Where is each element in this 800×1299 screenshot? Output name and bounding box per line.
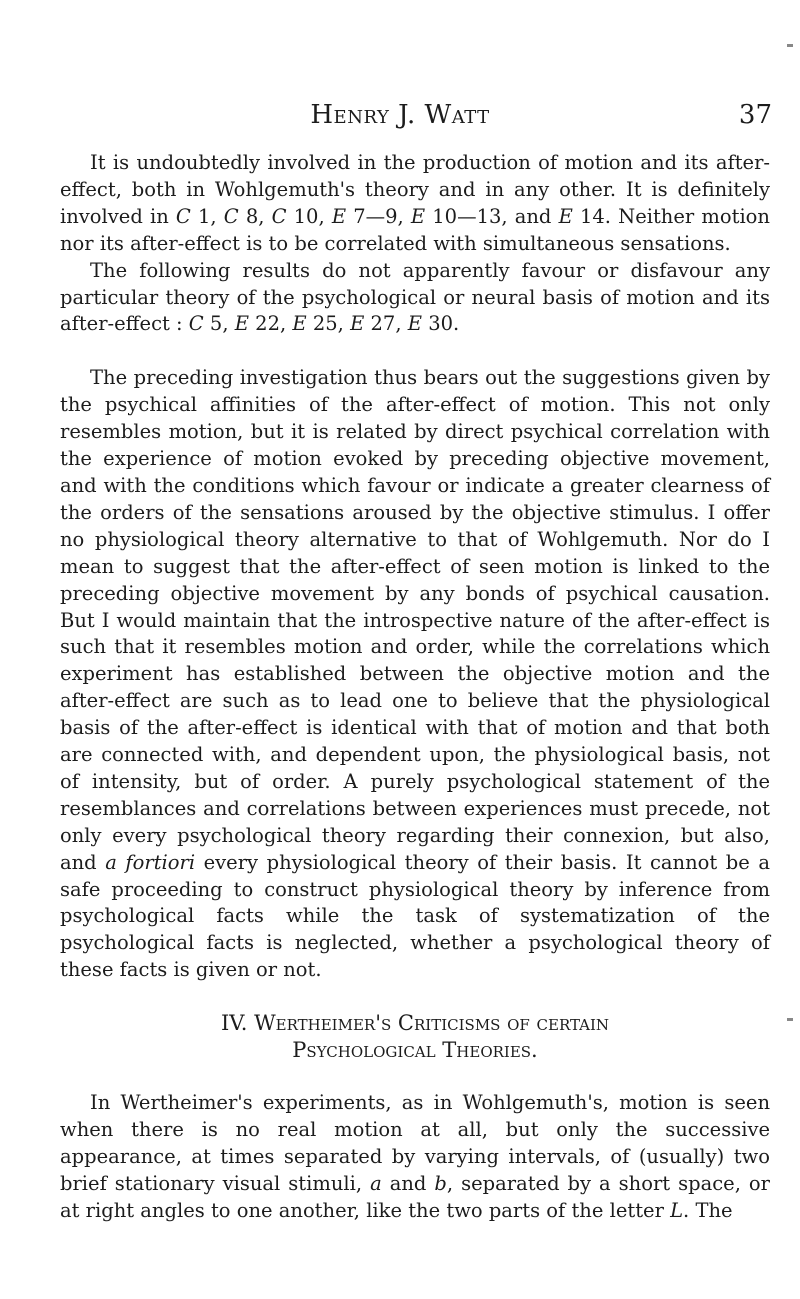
ref-number: 14.	[572, 204, 611, 228]
paragraph-4-and: and	[381, 1171, 435, 1195]
paragraph-4-text-b: , separated by a short space, or at right angles to one another, like the two parts of the letter	[60, 1171, 770, 1222]
ref-letter: E	[350, 312, 365, 336]
paragraph-4-text-a: In Wertheimer's experiments, as in Wohlgemuth's, motion is seen when there is no real motion at all, but only the successive appearance, at times separated by varying intervals, of (usually) two brief stationary visual stimuli,	[60, 1091, 770, 1195]
paragraph-1	[60, 150, 770, 258]
margin-mark	[787, 44, 793, 47]
paragraph-2-text: The following results do not apparently favour or disfavour any particular theory of the psychological or neural basis of motion and its after-effect :	[60, 258, 770, 336]
ref-number: 10—13, and	[425, 204, 559, 228]
paragraph-4	[60, 1090, 770, 1225]
ref-number: 10,	[286, 204, 332, 228]
ref-number: 27,	[364, 312, 408, 336]
ref-letter: E	[410, 204, 426, 228]
ref-letter: E	[558, 204, 573, 228]
page-number: 37	[738, 100, 772, 130]
running-title: Henry J. Watt	[310, 100, 490, 130]
ref-number: 22,	[248, 312, 293, 336]
ref-letter: C	[175, 204, 191, 228]
section-heading-line-2: Psychological Theories.	[292, 1038, 538, 1063]
paragraph-3-text-a: The preceding investigation thus bears out the suggestions given by the psychical affinities of the after-effect of motion. This not only resembles motion, but it is related by direct psychical correlation with the experience of motion evoked by preceding objective movement, and with the conditions which favour or indicate a greater clearness of the orders of the sensations aroused by the objective stimulus. I offer no physiological theory alternative to that of Wohlgemuth. Nor do I mean to suggest that the after-effect of seen motion is linked to the preceding objective movement by any bonds of psychical causation. But I would maintain that the introspective nature of the after-effect is such that it resembles motion and order, while the correlations which experiment has established between the objective motion and the after-effect are such as to lead one to believe that the physiological basis of the after-effect is identical with that of motion and that both are connected with, and dependent upon, the physiological basis, not of intensity, but of order. A purely psychological statement of the resemblances and correlations between experiences must precede, not only every psychological theory regarding their connexion, but also, and	[60, 366, 770, 874]
paragraph-1-text-b: Neither motion nor its after-effect is to be correlated with simultaneous sensations.	[60, 204, 770, 255]
reference-list-1	[176, 205, 332, 228]
ref-letter: E	[407, 312, 422, 336]
stimulus-a: a	[370, 1171, 382, 1195]
paragraph-3-text-b: every physiological theory of their basis. It cannot be a safe proceeding to construct physiological theory by inference from psychological facts while the task of systematization of the psychological facts is neglected, whether a psychological theory of these facts is given or not.	[60, 850, 770, 982]
paragraph-4-text-c: . The	[683, 1198, 733, 1222]
stimulus-b: b	[434, 1171, 447, 1195]
section-heading	[60, 1010, 770, 1064]
section-heading-line-1: IV. Wertheimer's Criticisms of certain	[220, 1011, 610, 1036]
ref-letter: E	[331, 204, 347, 228]
ref-number: 7—9,	[346, 204, 411, 228]
ref-number: 8,	[238, 204, 272, 228]
margin-mark	[787, 1018, 793, 1021]
ref-number: 1,	[190, 204, 224, 228]
ref-number: 25,	[306, 312, 351, 336]
italic-phrase: a fortiori	[105, 850, 196, 874]
paragraph-2	[60, 258, 770, 339]
ref-letter: C	[271, 204, 287, 228]
letter-l: L	[670, 1198, 684, 1222]
ref-letter: C	[188, 312, 204, 336]
ref-letter: E	[234, 312, 249, 336]
body-text	[60, 150, 770, 1225]
ref-letter: C	[223, 204, 239, 228]
ref-letter: E	[292, 312, 307, 336]
ref-number: 30.	[422, 312, 460, 336]
paragraph-1-text-a: It is undoubtedly involved in the production of motion and its after-effect, both in Wohlgemuth's theory and in any other. It is definitely involved in	[60, 151, 770, 228]
paragraph-3	[60, 365, 770, 984]
ref-number: 5,	[203, 312, 235, 336]
